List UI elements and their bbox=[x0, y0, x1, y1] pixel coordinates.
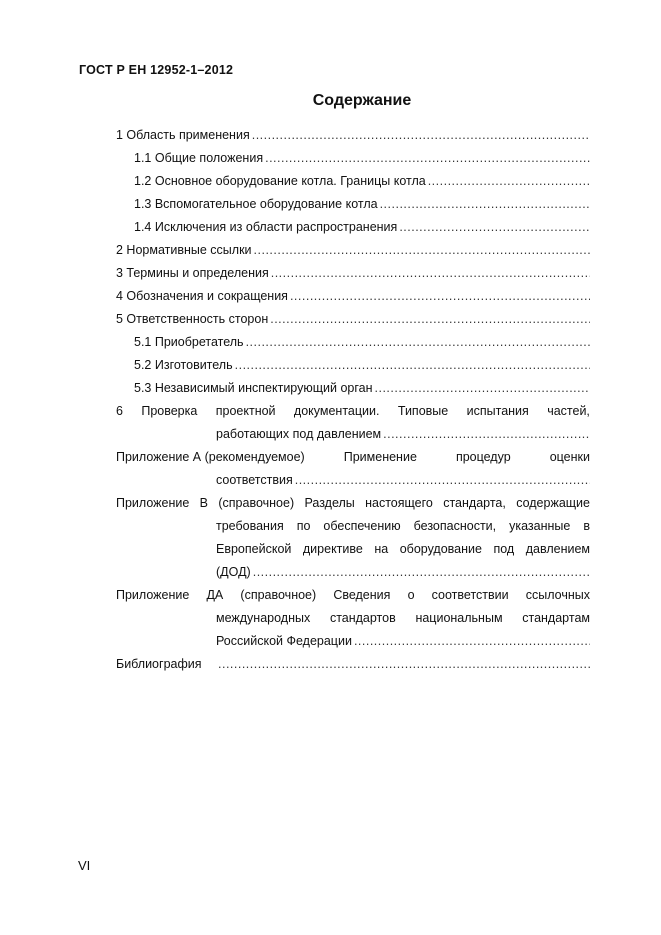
toc-entry-appendix-a[interactable] bbox=[116, 446, 590, 492]
toc-entry[interactable] bbox=[116, 170, 590, 193]
dot-leader bbox=[290, 285, 590, 308]
dot-leader bbox=[295, 469, 590, 492]
toc-word: ссылочных bbox=[525, 588, 590, 602]
toc-entry-label: 1 Область применения bbox=[116, 128, 250, 142]
toc-entry-label: Библиография bbox=[116, 657, 202, 671]
toc-entry-line: требования по обеспечению безопасности, указанные в bbox=[216, 519, 590, 533]
dot-leader bbox=[428, 170, 590, 193]
dot-leader bbox=[254, 239, 590, 262]
toc-entry[interactable] bbox=[116, 331, 590, 354]
toc-entry[interactable] bbox=[116, 377, 590, 400]
toc-entry-line: Приложение В (справочное) Разделы настоящего стандарта, содержащие bbox=[116, 496, 590, 510]
toc-entry-label: соответствия bbox=[216, 473, 293, 487]
toc-word: Проверка bbox=[141, 404, 198, 418]
toc-entry-label: 4 Обозначения и сокращения bbox=[116, 289, 288, 303]
toc-word: испытания bbox=[466, 404, 529, 418]
toc-entry-line bbox=[116, 446, 590, 469]
toc-entry[interactable] bbox=[116, 262, 590, 285]
toc-word: частей, bbox=[547, 404, 590, 418]
dot-leader bbox=[354, 630, 590, 653]
toc-entry-bibliography[interactable] bbox=[116, 653, 590, 676]
document-header: ГОСТ Р ЕН 12952-1–2012 bbox=[79, 63, 234, 77]
toc-entry-label: 3 Термины и определения bbox=[116, 266, 269, 280]
toc-word: процедур bbox=[455, 450, 511, 464]
toc-entry-label: 1.4 Исключения из области распространения bbox=[134, 220, 398, 234]
dot-leader bbox=[253, 561, 590, 584]
toc-word: (справочное) bbox=[240, 588, 317, 602]
toc-entry-label: Российской Федерации bbox=[216, 634, 352, 648]
toc-entry-appendix-b[interactable] bbox=[116, 492, 590, 584]
toc-entry[interactable] bbox=[116, 124, 590, 147]
toc-entry-label: 1.2 Основное оборудование котла. Границы котла bbox=[134, 174, 426, 188]
toc-entry-appendix-da[interactable] bbox=[116, 584, 590, 653]
dot-leader bbox=[375, 377, 590, 400]
toc-word: соответствии bbox=[431, 588, 509, 602]
toc-entry-label: 5 Ответственность сторон bbox=[116, 312, 269, 326]
toc-word: Применение bbox=[343, 450, 417, 464]
dot-leader bbox=[235, 354, 590, 377]
toc-word: оценки bbox=[549, 450, 590, 464]
toc-entry-line: международных стандартов национальным стандартам bbox=[216, 611, 590, 625]
dot-leader bbox=[265, 147, 590, 170]
toc-entry-label: 1.3 Вспомогательное оборудование котла bbox=[134, 197, 378, 211]
page-title: Содержание bbox=[312, 92, 412, 109]
toc-entry-line bbox=[116, 400, 590, 423]
toc-entry-label: 5.1 Приобретатель bbox=[134, 335, 244, 349]
toc-entry[interactable] bbox=[116, 285, 590, 308]
toc-word: Приложение А (рекомендуемое) bbox=[116, 450, 305, 464]
toc-entry[interactable] bbox=[116, 239, 590, 262]
dot-leader bbox=[218, 653, 590, 676]
toc-entry-label: 2 Нормативные ссылки bbox=[116, 243, 252, 257]
toc-entry-section-6[interactable] bbox=[116, 400, 590, 446]
table-of-contents bbox=[116, 124, 590, 676]
toc-word: Типовые bbox=[397, 404, 449, 418]
dot-leader bbox=[383, 423, 590, 446]
toc-word: ДА bbox=[206, 588, 224, 602]
dot-leader bbox=[252, 124, 590, 147]
toc-entry[interactable] bbox=[116, 147, 590, 170]
toc-entry-label: работающих под давлением bbox=[216, 427, 382, 441]
toc-entry[interactable] bbox=[116, 354, 590, 377]
page-number: VI bbox=[78, 858, 91, 873]
toc-entry[interactable] bbox=[116, 308, 590, 331]
toc-word: Приложение bbox=[116, 588, 190, 602]
toc-entry-label: 5.3 Независимый инспектирующий орган bbox=[134, 381, 373, 395]
dot-leader bbox=[380, 193, 590, 216]
toc-entry[interactable] bbox=[116, 193, 590, 216]
toc-entry-label: (ДОД) bbox=[216, 565, 251, 579]
toc-entry-line: Европейской директиве на оборудование под давлением bbox=[216, 542, 590, 556]
toc-entry[interactable] bbox=[116, 216, 590, 239]
toc-word: документации. bbox=[293, 404, 380, 418]
dot-leader bbox=[246, 331, 590, 354]
toc-entry-line bbox=[116, 584, 590, 607]
toc-word: Сведения bbox=[333, 588, 391, 602]
toc-entry-label: 1.1 Общие положения bbox=[134, 151, 264, 165]
dot-leader bbox=[271, 262, 590, 285]
dot-leader bbox=[399, 216, 590, 239]
dot-leader bbox=[270, 308, 590, 331]
toc-entry-label: 5.2 Изготовитель bbox=[134, 358, 233, 372]
toc-word: о bbox=[407, 588, 415, 602]
toc-word: проектной bbox=[215, 404, 276, 418]
toc-word: 6 bbox=[116, 404, 123, 418]
